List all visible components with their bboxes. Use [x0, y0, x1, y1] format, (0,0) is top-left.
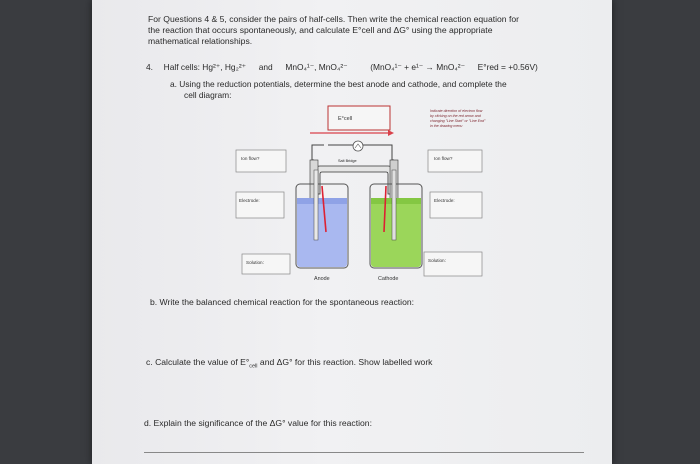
half-cells-label: Half cells: — [163, 62, 200, 72]
question-4c-text-end: and ΔG° for this reaction. Show labelled work — [257, 357, 433, 367]
electrochemical-cell-diagram — [92, 0, 612, 464]
note-line-4: in the drawing menu — [430, 124, 463, 128]
arrow-head-icon — [388, 130, 394, 136]
electrode-left-box[interactable] — [236, 192, 284, 218]
voltmeter-label: E°cell — [338, 116, 353, 122]
cathode-label: Cathode — [378, 276, 399, 282]
left-solution — [297, 198, 347, 267]
ion-flow-left-label: Ion flow? — [241, 156, 260, 161]
ion-flow-right-label: Ion flow? — [434, 156, 453, 161]
note-line-2: by clicking on the red arrow and — [430, 114, 481, 118]
ion-flow-left-box[interactable] — [236, 150, 286, 172]
half-reaction: (MnO₄¹⁻ + e¹⁻ → MnO₄²⁻ — [370, 62, 466, 72]
and-word: and — [258, 62, 273, 72]
solution-right-label: Solution: — [428, 258, 446, 263]
right-wire — [363, 145, 394, 160]
solution-left-label: Solution: — [246, 260, 264, 265]
question-4c-text-start: c. Calculate the value of E° — [146, 357, 250, 367]
electrode-right-label: Electrode: — [434, 198, 455, 203]
question-4d: d. Explain the significance of the ΔG° value for this reaction: — [144, 418, 372, 428]
left-beaker — [296, 184, 348, 268]
question-4a-line-2: cell diagram: — [184, 90, 232, 100]
half-cell-couple-2: MnO₄¹⁻, MnO₄²⁻ — [285, 62, 348, 72]
question-4b: b. Write the balanced chemical reaction for the spontaneous reaction: — [150, 297, 415, 307]
intro-line-1: For Questions 4 & 5, consider the pairs of half-cells. Then write the chemical reaction equation for — [148, 14, 519, 24]
voltmeter-icon — [353, 141, 363, 151]
half-cell-couple-1: Hg²⁺, Hg₂²⁺ — [202, 62, 247, 72]
question-4c — [146, 357, 432, 370]
left-wire — [312, 145, 324, 160]
electrode-right-box[interactable] — [430, 192, 482, 218]
note-line-3: changing "Line Start" or "Line End" — [430, 119, 486, 123]
question-number: 4. — [146, 62, 153, 72]
anode-label: Anode — [314, 276, 330, 282]
intro-line-2: the reaction that occurs spontaneously, and calculate E°cell and ΔG° using the appropriate — [148, 25, 493, 35]
salt-bridge-tube — [314, 166, 394, 194]
question-4a-line-1: a. Using the reduction potentials, determine the best anode and cathode, and complete the — [170, 79, 507, 89]
salt-bridge-label: Salt Bridge — [338, 159, 357, 163]
reduction-potential: E°red = +0.56V) — [477, 62, 538, 72]
ion-flow-right-box[interactable] — [428, 150, 482, 172]
electrode-left-label: Electrode: — [239, 198, 260, 203]
right-electrode — [392, 170, 396, 240]
answer-line — [144, 452, 584, 453]
note-line-1: Indicate direction of electron flow — [430, 109, 483, 113]
worksheet-page — [92, 0, 612, 464]
left-electrode — [314, 170, 318, 240]
solution-right-box[interactable] — [424, 252, 482, 276]
intro-line-3: mathematical relationships. — [148, 36, 253, 46]
instruction-note — [430, 109, 486, 128]
question-4c-subscript: cell — [249, 363, 258, 370]
